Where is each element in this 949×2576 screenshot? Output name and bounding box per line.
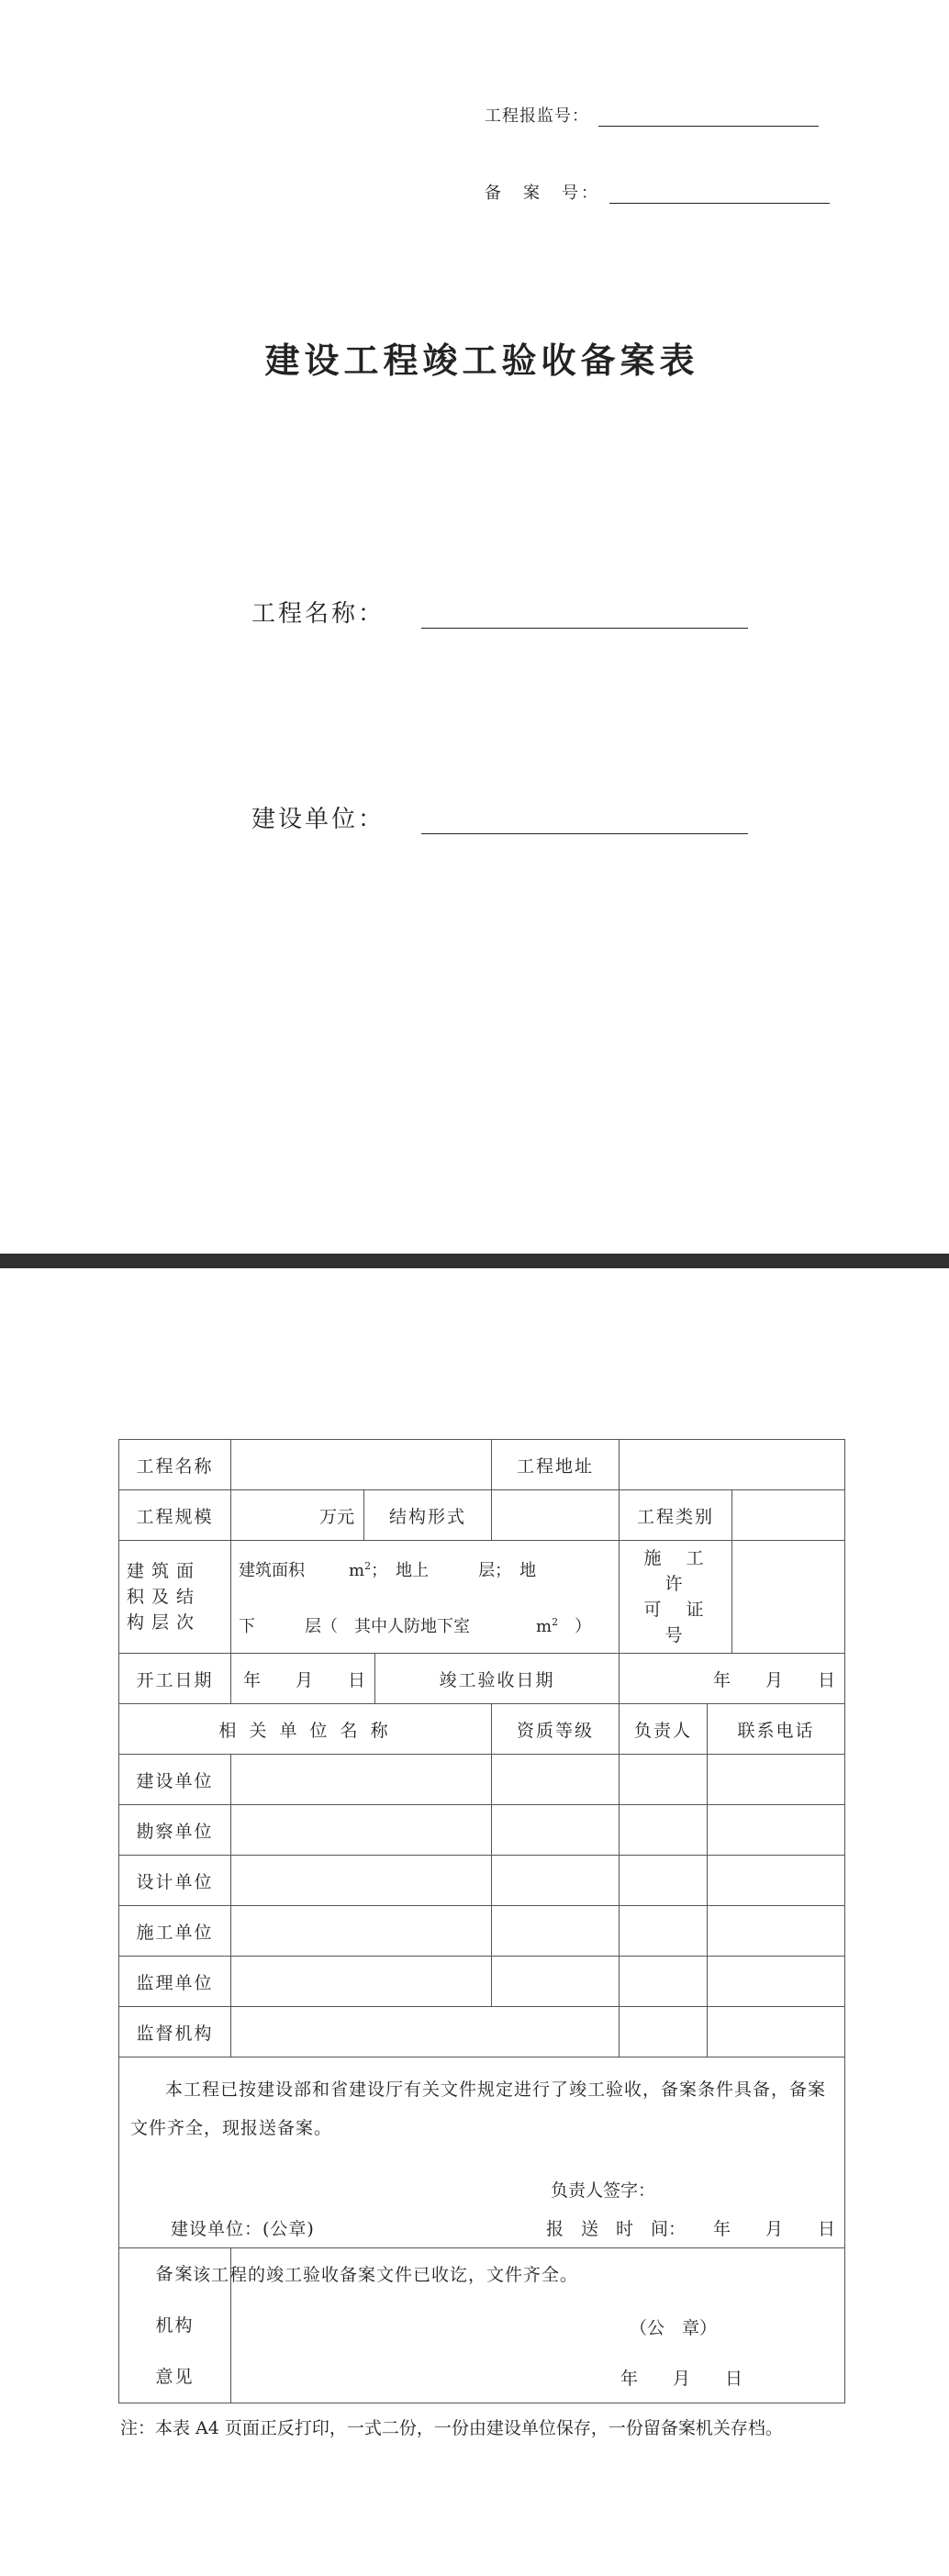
supervision-no-line[interactable] xyxy=(598,110,819,127)
area-text-c: ； 地上 层； 地 xyxy=(371,1561,537,1580)
record-no-label: 备 案 号： xyxy=(485,184,600,203)
scale-unit: 万元 xyxy=(318,1506,354,1527)
project-address-label-cell: 工程地址 xyxy=(492,1440,620,1490)
project-name-label-cell: 工程名称 xyxy=(119,1440,231,1490)
permit-label-line-1: 施 工 许 xyxy=(643,1548,729,1594)
area-text-a: 建筑面积 xyxy=(239,1561,305,1580)
unit-person-cell[interactable] xyxy=(620,2007,708,2057)
table-row xyxy=(119,1440,845,1490)
project-name-label: 工程名称： xyxy=(251,600,385,628)
oversight-name-cell[interactable] xyxy=(231,2007,620,2057)
table-row xyxy=(119,2007,845,2057)
project-name-field xyxy=(251,595,748,629)
footer-note: 注：本表 A4 页面正反打印，一式二份，一份由建设单位保存，一份留备案机关存档。 xyxy=(120,2418,783,2438)
table-row xyxy=(119,1957,845,2007)
area-structure-label-cell: 建筑面积及结构层次 xyxy=(119,1541,231,1654)
qualification-header: 资质等级 xyxy=(492,1704,620,1755)
table-row xyxy=(119,1541,845,1654)
area-structure-cell[interactable] xyxy=(231,1541,620,1654)
form-page xyxy=(0,1268,949,2576)
unit-phone-cell[interactable] xyxy=(708,1856,845,1906)
record-form-table xyxy=(118,1439,845,2403)
record-row xyxy=(119,2248,845,2403)
construction-unit-label: 建设单位： xyxy=(251,806,385,833)
table-row xyxy=(119,1654,845,1704)
phone-header: 联系电话 xyxy=(708,1704,845,1755)
area-unit-sup: 2 xyxy=(364,1560,372,1572)
submit-time-label: 报 送 时 间： xyxy=(546,2219,687,2239)
permit-label-line-2: 可 证 号 xyxy=(643,1600,729,1645)
unit-phone-cell[interactable] xyxy=(708,1906,845,1957)
unit-qualification-cell[interactable] xyxy=(492,1856,620,1906)
statement-text: 本工程已按建设部和省建设厅有关文件规定进行了竣工验收，备案条件具备，备案文件齐全，现报送备案。 xyxy=(130,2080,827,2138)
unit-label-contractor: 施工单位 xyxy=(119,1906,231,1957)
unit-label-oversight: 监督机构 xyxy=(119,2007,231,2057)
table-row xyxy=(119,1805,845,1856)
unit-phone-cell[interactable] xyxy=(708,1755,845,1805)
project-address-cell[interactable] xyxy=(620,1440,845,1490)
project-scale-cell[interactable] xyxy=(231,1490,364,1541)
record-opinion-cell[interactable] xyxy=(193,2248,845,2403)
unit-qualification-cell[interactable] xyxy=(492,1906,620,1957)
table-row xyxy=(119,1856,845,1906)
unit-person-cell[interactable] xyxy=(620,1906,708,1957)
record-label-2: 机构 xyxy=(155,2315,195,2336)
table-row xyxy=(119,1755,845,1805)
project-scale-label-cell: 工程规模 xyxy=(119,1490,231,1541)
page-divider xyxy=(0,1254,949,1268)
unit-label-survey: 勘察单位 xyxy=(119,1805,231,1856)
unit-person-cell[interactable] xyxy=(620,1755,708,1805)
unit-label-design: 设计单位 xyxy=(119,1856,231,1906)
area-line-2 xyxy=(239,1597,611,1653)
record-no-line[interactable] xyxy=(609,187,830,204)
record-opinion-text: 该工程的竣工验收备案文件已收讫，文件齐全。 xyxy=(193,2265,579,2285)
units-header: 相 关 单 位 名 称 xyxy=(119,1704,492,1755)
area-text-d: 下 层（ 其中人防地下室 m xyxy=(239,1617,553,1636)
unit-name-cell[interactable] xyxy=(231,1755,492,1805)
unit-phone-cell[interactable] xyxy=(708,2007,845,2057)
acceptance-date-cell[interactable]: 年 月 日 xyxy=(620,1654,845,1704)
area-text-e: ） xyxy=(558,1617,592,1636)
construction-unit-line[interactable] xyxy=(421,810,748,834)
unit-person-cell[interactable] xyxy=(620,1805,708,1856)
acceptance-date-label-cell: 竣工验收日期 xyxy=(375,1654,620,1704)
unit-label-supervision: 监理单位 xyxy=(119,1957,231,2007)
area-unit: m xyxy=(349,1561,365,1580)
unit-person-cell[interactable] xyxy=(620,1957,708,2007)
structure-label-cell: 结构形式 xyxy=(364,1490,492,1541)
area-unit-sup-2: 2 xyxy=(552,1616,559,1628)
statement-cell xyxy=(119,2057,845,2248)
unit-person-cell[interactable] xyxy=(620,1856,708,1906)
category-label-cell: 工程类别 xyxy=(620,1490,732,1541)
area-line-1 xyxy=(239,1541,611,1597)
supervision-no-label: 工程报监号： xyxy=(485,106,589,126)
project-name-cell[interactable] xyxy=(231,1440,492,1490)
unit-qualification-cell[interactable] xyxy=(492,1957,620,2007)
statement-row xyxy=(119,2057,845,2248)
unit-phone-cell[interactable] xyxy=(708,1805,845,1856)
unit-name-cell[interactable] xyxy=(231,1856,492,1906)
unit-qualification-cell[interactable] xyxy=(492,1805,620,1856)
unit-seal-label: 建设单位：(公章) xyxy=(171,2219,315,2239)
unit-name-cell[interactable] xyxy=(231,1805,492,1856)
permit-label-cell xyxy=(620,1541,732,1654)
unit-phone-cell[interactable] xyxy=(708,1957,845,2007)
unit-label-construction: 建设单位 xyxy=(119,1755,231,1805)
project-name-line[interactable] xyxy=(421,605,748,629)
table-row xyxy=(119,1906,845,1957)
record-seal: （公 章） xyxy=(630,2318,718,2338)
submit-date[interactable]: 年 月 日 xyxy=(713,2219,836,2239)
supervision-no-field xyxy=(485,103,819,127)
structure-cell[interactable] xyxy=(492,1490,620,1541)
document-title: 建设工程竣工验收备案表 xyxy=(264,340,699,381)
record-no-field xyxy=(485,180,830,204)
table-row xyxy=(119,1490,845,1541)
record-date[interactable]: 年 月 日 xyxy=(620,2369,743,2389)
construction-unit-field xyxy=(251,800,748,834)
table-header-row xyxy=(119,1704,845,1755)
permit-cell[interactable] xyxy=(732,1541,845,1654)
unit-name-cell[interactable] xyxy=(231,1957,492,2007)
person-header: 负责人 xyxy=(620,1704,708,1755)
cover-page xyxy=(0,0,949,1244)
start-date-cell[interactable]: 年 月 日 xyxy=(231,1654,375,1704)
record-label-3: 意见 xyxy=(155,2367,195,2387)
signature-label: 负责人签字： xyxy=(551,2180,656,2201)
start-date-label-cell: 开工日期 xyxy=(119,1654,231,1704)
unit-qualification-cell[interactable] xyxy=(492,1755,620,1805)
unit-name-cell[interactable] xyxy=(231,1906,492,1957)
category-cell[interactable] xyxy=(732,1490,845,1541)
record-label-1: 备案 xyxy=(155,2264,195,2284)
